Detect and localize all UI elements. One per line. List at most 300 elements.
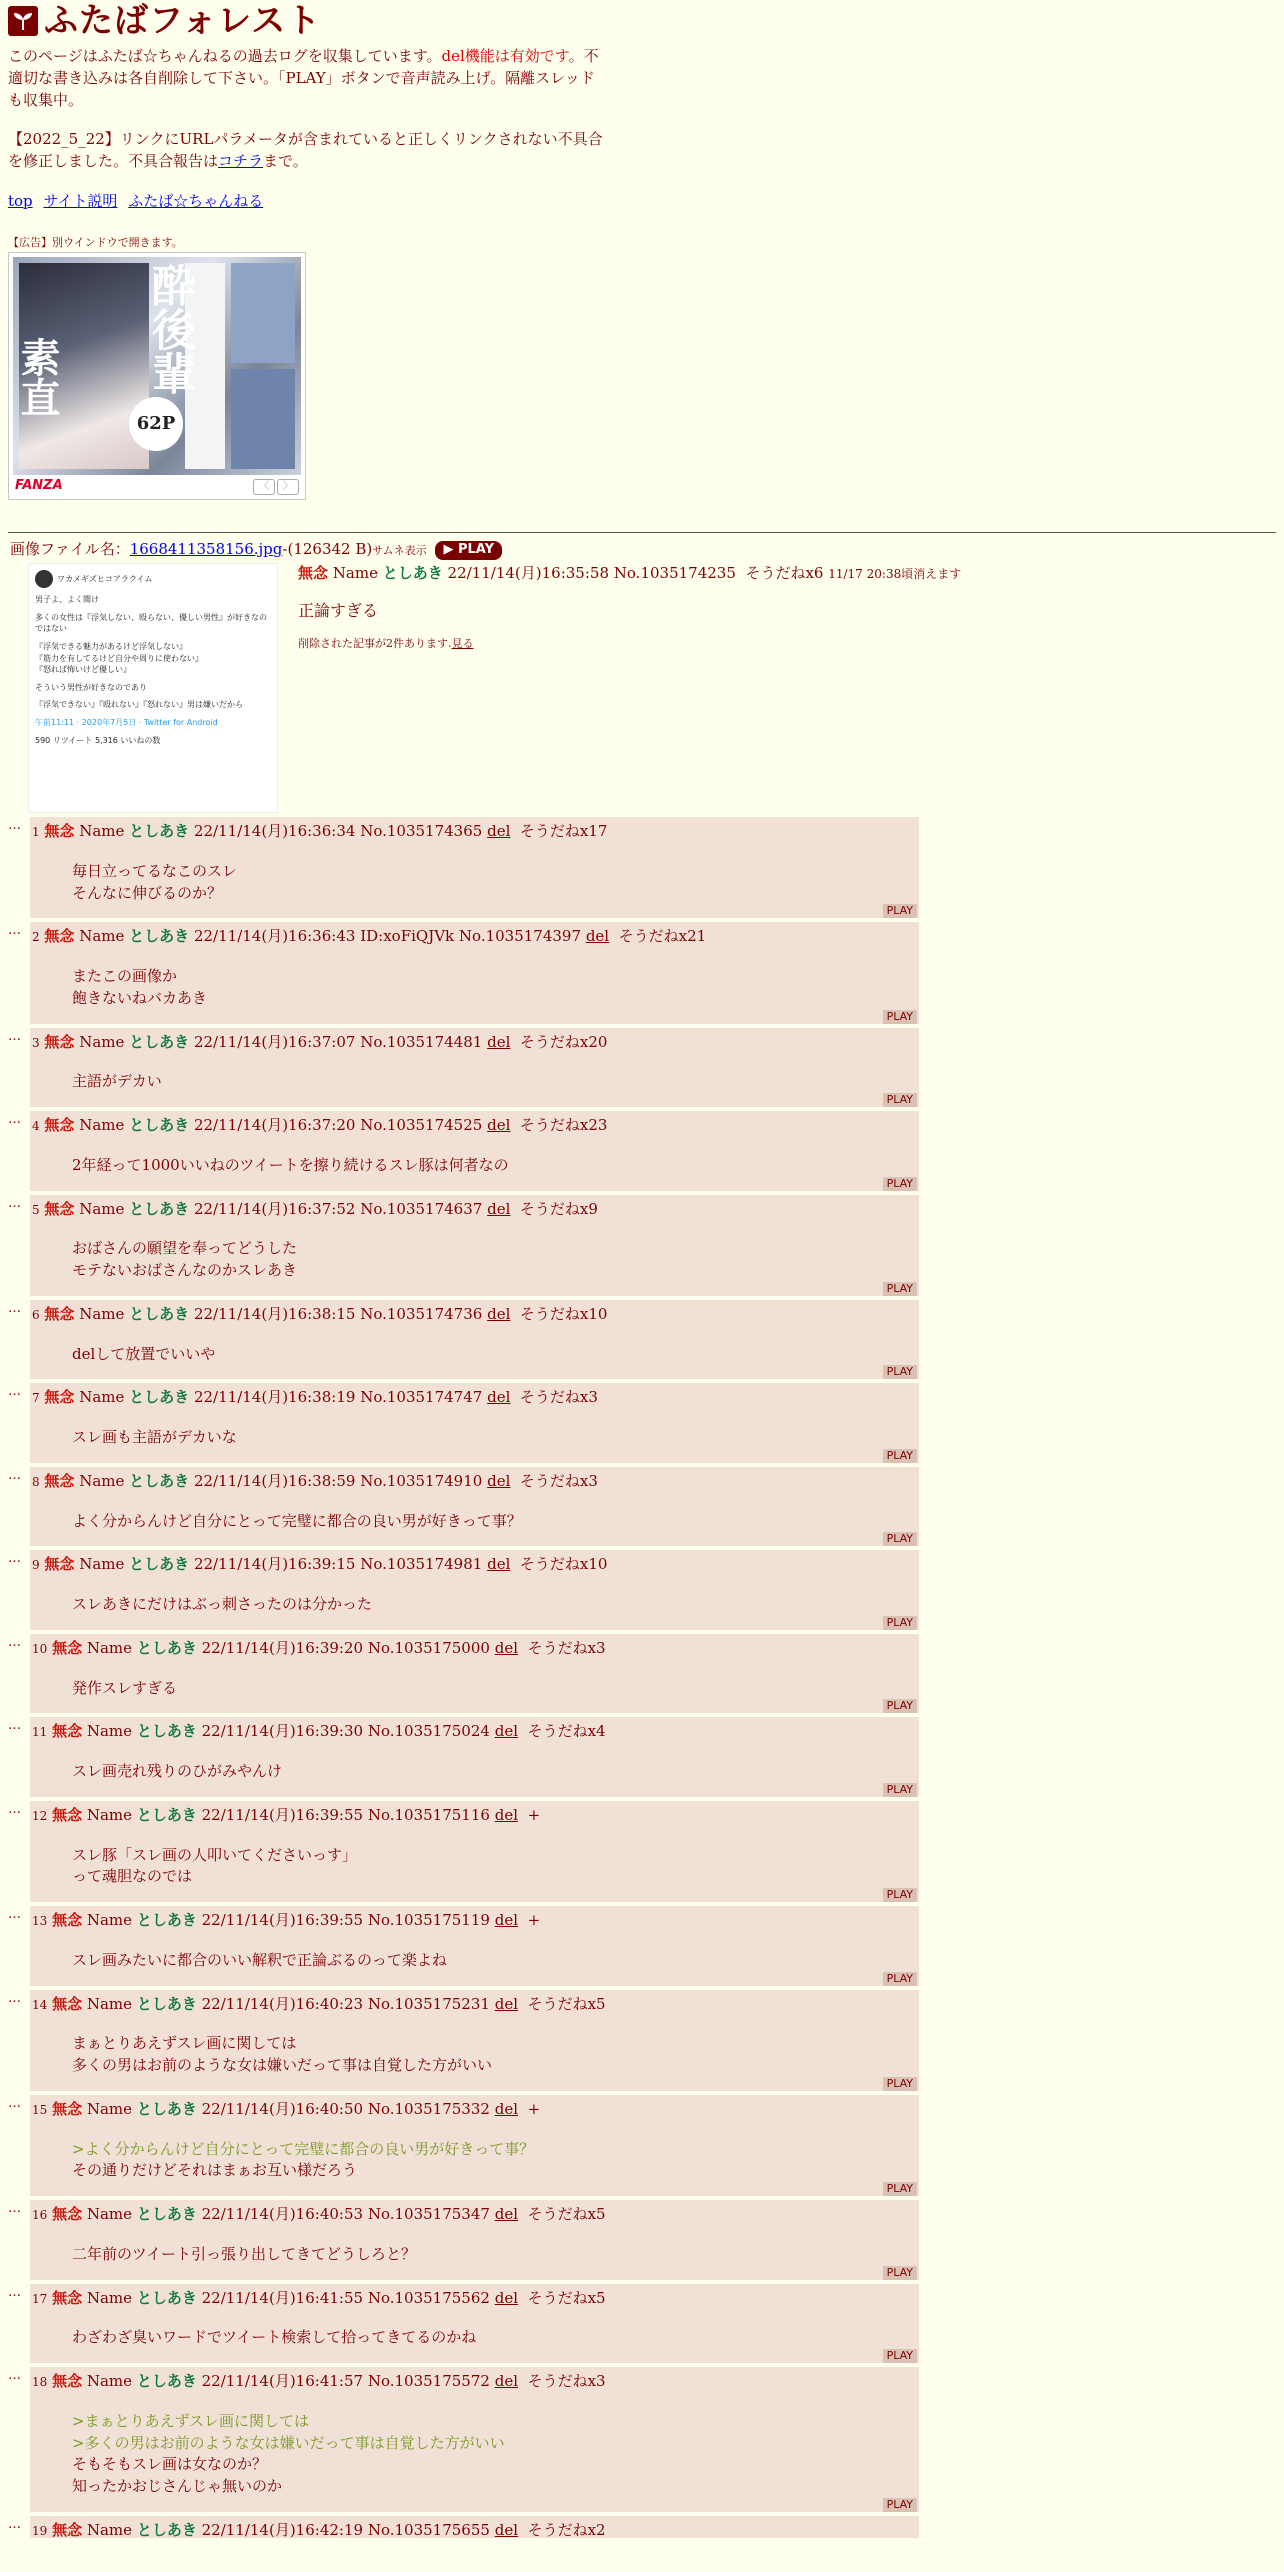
reply-datetime: 22/11/14(月)16:37:07 [193,1032,356,1051]
ad-banner[interactable] [8,252,306,500]
text-line: 知ったかおじさんじゃ無いのか [72,2477,283,2496]
reply-number: 15 [32,2102,48,2117]
reply-text [72,861,917,919]
sodane-button[interactable]: そうだねx10 [519,1304,608,1323]
deleted-note [298,636,961,652]
reply-dots: … [8,1028,21,1044]
reply [8,817,1276,918]
reply-datetime: 22/11/14(月)16:36:43 [193,927,356,946]
reply-datetime: 22/11/14(月)16:39:30 [201,1722,364,1741]
reply-post-no[interactable]: No.1035175231 [367,1994,490,2013]
reply-post-no[interactable]: No.1035175116 [367,1805,490,1824]
sodane-button[interactable]: そうだねx10 [519,1555,608,1574]
reply-dots: … [8,2095,21,2111]
reply-body [30,1717,919,1797]
reply-number: 16 [32,2208,48,2223]
reply-subject: 無念 [44,1304,75,1323]
op-post [8,563,1276,813]
reply-datetime: 22/11/14(月)16:41:57 [201,2372,364,2391]
reply-subject: 無念 [52,1994,83,2013]
play-button[interactable]: PLAY [883,2349,917,2363]
reply [8,1195,1276,1296]
tweet-meta: 午前11:11 · 2020年7月5日 · Twitter for Android [35,717,218,727]
reply-body [30,1906,919,1986]
reply-body [30,922,919,1023]
del-link[interactable]: del [494,1994,519,2013]
reply-name-label: Name [86,1994,133,2013]
reply-subject: 無念 [52,2372,83,2391]
reply-text [72,1071,917,1107]
reply-number: 18 [32,2375,48,2390]
text-line: そんなに伸びるのか？ [72,883,223,902]
reply-name-label: Name [79,1199,125,1218]
reply-header [32,2204,917,2226]
reply-number: 19 [32,2523,48,2538]
reply-post-no[interactable]: No.1035175562 [367,2288,490,2307]
nav-top-link[interactable]: top [8,191,33,210]
sodane-button[interactable]: + [527,1805,541,1824]
reply-post-no[interactable]: No.1035174397 [458,927,582,946]
reply-post-no[interactable]: No.1035174910 [360,1471,483,1490]
reply-name: としあき [129,927,190,946]
tweet-account: ワカメギズヒコアラクイム [57,574,153,584]
file-size: -(126342 B) [282,540,373,559]
reply-dots: … [8,1112,21,1128]
divider [8,532,1276,533]
ad-title-side: 素直 [14,337,61,418]
reply-header [32,926,917,948]
reply-name: としあき [136,2520,197,2539]
reply-name-label: Name [79,1032,125,1051]
tweet-line: そういう男性が好きなのであり [35,682,147,692]
ad-page-badge: 62P [129,397,183,451]
reply-dots: … [8,1634,21,1650]
reply-number: 10 [32,1641,48,1656]
tweet-line: 『浮気できる魅力があるけど浮気しない』 [35,641,187,651]
sodane-button[interactable]: そうだねx2 [527,2520,606,2539]
reply-text [72,1678,917,1714]
site-title: ふたばフォレスト [44,1,322,41]
text-line: 飽きないねバカあき [72,988,208,1007]
quote-line: >まぁとりあえずスレ画に関しては [72,2411,309,2430]
reply-post-no[interactable]: No.1035174365 [360,822,483,841]
reply-subject: 無念 [44,822,75,841]
sodane-button[interactable]: そうだねx20 [519,1032,608,1051]
reply-dots: … [8,2516,21,2532]
play-button[interactable]: PLAY [883,1783,917,1797]
text-line: 2年経って1000いいねのツイートを擦り続けるスレ豚は何者なの [72,1155,509,1174]
tweet-line: 男子よ、よく聞け [35,595,99,605]
tweet-line: 『筋力を有してるけど自分や周りに使わない』 [35,653,203,663]
text-line: 主語がデカい [72,1072,162,1091]
reply-post-no[interactable]: No.1035175332 [367,2099,490,2118]
reply-body [30,2200,919,2280]
reply-text [72,1511,917,1547]
play-button[interactable]: PLAY [883,1365,917,1379]
reply-list [8,817,1276,2538]
reply-post-no[interactable]: No.1035175655 [367,2520,490,2539]
reply-name: としあき [129,1555,190,1574]
reply-name: としあき [136,2099,197,2118]
reply-number: 6 [32,1307,40,1322]
sprout-logo-icon [8,6,38,36]
text-line: スレ画も主語がデカいな [72,1428,237,1447]
reply-text [72,1761,917,1797]
reply-post-no[interactable]: No.1035175024 [367,1722,490,1741]
reply-header [32,2371,917,2393]
reply-header [32,1304,917,1326]
reply [8,1383,1276,1463]
sodane-button[interactable]: + [527,1911,541,1930]
reply-name-label: Name [86,1805,133,1824]
reply-name-label: Name [79,1116,125,1135]
reply-subject: 無念 [52,2288,83,2307]
del-link[interactable]: del [494,1805,519,1824]
reply-dots: … [8,1551,21,1567]
reply [8,1300,1276,1380]
text-line: よく分からんけど自分にとって完璧に都合の良い男が好きって事？ [72,1511,522,1530]
text-line: スレ画みたいに都合のいい解釈で正論ぶるのって楽よね [72,1950,447,1969]
tweet-avatar [35,570,53,588]
play-button[interactable]: PLAY [883,1449,917,1463]
reply-text [72,1594,917,1630]
sodane-button[interactable]: そうだねx3 [527,1638,606,1657]
reply-dots: … [8,1467,21,1483]
reply-body [30,1634,919,1714]
file-label: 画像ファイル名： [10,540,130,559]
ad-next-button[interactable]: 〉 [277,479,299,495]
reply-body [30,1801,919,1902]
reply [8,2516,1276,2538]
play-button[interactable]: PLAY [883,904,917,918]
sodane-button[interactable]: そうだねx17 [519,822,608,841]
play-button[interactable]: PLAY [883,1616,917,1630]
reply-post-no[interactable]: No.1035174981 [360,1555,483,1574]
reply-text [72,2033,917,2091]
reply-number: 2 [32,930,40,945]
reply-datetime: 22/11/14(月)16:38:59 [193,1471,356,1490]
op-thumbnail[interactable] [28,563,278,813]
reply-name: としあき [136,1722,197,1741]
sodane-button[interactable]: そうだねx3 [519,1471,598,1490]
reply-post-no[interactable]: No.1035174736 [360,1304,483,1323]
tweet-line: 『怒れば怖いけど優しい』 [35,665,131,675]
reply-subject: 無念 [44,1199,75,1218]
reply-header [32,1032,917,1054]
deleted-show-link[interactable]: 見る [451,637,474,651]
reply-number: 8 [32,1474,40,1489]
quote-line: >多くの男はお前のような女は嫌いだって事は自覚した方がいい [72,2433,505,2452]
sodane-button[interactable]: そうだねx21 [618,927,707,946]
nav-about-link[interactable]: サイト説明 [43,191,118,210]
play-button[interactable]: PLAY [883,1888,917,1902]
site-notice [8,129,608,173]
reply-name-label: Name [79,1388,125,1407]
reply-header [32,1910,917,1932]
reply-name: としあき [129,1116,190,1135]
reply-text [72,2327,917,2363]
reply-datetime: 22/11/14(月)16:40:50 [201,2099,364,2118]
del-link[interactable]: del [494,1638,519,1657]
sodane-button[interactable]: そうだねx5 [527,2205,606,2224]
reply-datetime: 22/11/14(月)16:41:55 [201,2288,364,2307]
reply [8,2200,1276,2280]
op-play-button[interactable]: ▶ PLAY [435,541,502,560]
reply-dots: … [8,2284,21,2300]
reply-number: 5 [32,1202,40,1217]
reply-text [72,2244,917,2280]
text-line: スレ画売れ残りのひがみやんけ [72,1762,283,1781]
del-link[interactable]: del [494,2205,519,2224]
op-expire: 11/17 20:38頃消えます [828,567,962,582]
reply-dots: … [8,1990,21,2006]
reply-name: としあき [136,2288,197,2307]
reply-datetime: 22/11/14(月)16:36:34 [193,822,356,841]
del-link[interactable]: del [494,1722,519,1741]
del-link[interactable]: del [494,2099,519,2118]
reply-datetime: 22/11/14(月)16:42:19 [201,2520,364,2539]
op-datetime: 22/11/14(月)16:35:58 [447,564,609,583]
reply-datetime: 22/11/14(月)16:39:55 [201,1805,364,1824]
reply-name-label: Name [86,1911,133,1930]
reply-body [30,1300,919,1380]
reply-post-no[interactable]: No.1035174637 [360,1199,483,1218]
reply-post-no[interactable]: No.1035175572 [367,2372,490,2391]
reply-name-label: Name [86,2520,133,2539]
text-line: 発作スレすぎる [72,1678,178,1697]
report-link[interactable]: コチラ [218,152,264,170]
ad-title: 酔後輩 [144,263,195,396]
reply-header [32,2099,917,2121]
reply [8,922,1276,1023]
reply-name: としあき [129,1199,190,1218]
intro-text-post: 。不適切な書き込みは各自削除して下さい。「PLAY」ボタンで音声読み上げ。隔離スレッドも収集中。 [8,47,599,109]
reply-dots: … [8,1718,21,1734]
reply-header [32,1721,917,1743]
site-header [8,1,1276,41]
reply-dots: … [8,2201,21,2217]
del-link[interactable]: del [494,2288,519,2307]
sodane-button[interactable]: そうだねx3 [519,1388,598,1407]
reply-number: 14 [32,1997,48,2012]
play-button[interactable]: PLAY [883,1010,917,1024]
reply-header [32,1387,917,1409]
reply-subject: 無念 [52,1722,83,1741]
reply-name-label: Name [86,1722,133,1741]
del-link[interactable]: del [487,1032,511,1051]
play-button[interactable]: PLAY [883,1972,917,1986]
reply-header [32,821,917,843]
reply-datetime: 22/11/14(月)16:37:52 [193,1199,356,1218]
reply-header [32,1638,917,1660]
op-play-label: PLAY [458,542,495,558]
deleted-note-text: 削除された記事が2件あります. [298,637,452,651]
play-button[interactable]: PLAY [883,1532,917,1546]
reply-number: 12 [32,1808,48,1823]
reply-header [32,1554,917,1576]
reply-subject: 無念 [52,1805,83,1824]
op-body [298,563,961,813]
intro-highlight: del機能は有効です [441,47,569,65]
reply-name-label: Name [79,822,125,841]
reply-name-label: Name [86,2372,133,2391]
tweet-stats: 590 リツイート 5,316 いいねの数 [35,735,161,745]
reply-datetime: 22/11/14(月)16:40:53 [201,2205,364,2224]
nav-futaba-link[interactable]: ふたば☆ちゃんねる [128,191,264,210]
reply-body [30,1195,919,1296]
reply-dots: … [8,923,21,939]
del-link[interactable]: del [487,1304,511,1323]
reply-name-label: Name [79,927,125,946]
reply-body [30,2095,919,2196]
reply-text [72,1845,917,1903]
intro-text: このページはふたば☆ちゃんねるの過去ログを収集しています。 [8,47,442,65]
reply-name: としあき [129,1388,190,1407]
reply-number: 13 [32,1914,48,1929]
reply-number: 1 [32,825,40,840]
reply-post-no[interactable]: No.1035175000 [367,1638,490,1657]
text-line: 毎日立ってるなこのスレ [72,861,238,880]
tweet-line: 『浮気できない』『殴れない』『怒れない』男は嫌いだから [35,700,243,710]
thumb-toggle[interactable]: サムネ表示 [372,544,427,558]
reply-dots: … [8,1801,21,1817]
tweet-line: 多くの女性は『浮気しない、殴らない、優しい男性』が好きなのではない [35,612,267,634]
ad-note: 【広告】別ウインドウで開きます。 [8,235,183,249]
reply-body [30,1990,919,2091]
text-line: またこの画像か [72,967,178,986]
reply-dots: … [8,1300,21,1316]
play-button[interactable]: PLAY [883,1282,917,1296]
text-line: スレ豚「スレ画の人叩いてくださいっす」 [72,1845,358,1864]
reply-body [30,1550,919,1630]
reply-text [72,966,917,1024]
reply [8,1467,1276,1547]
play-button[interactable]: PLAY [883,1177,917,1191]
sodane-button[interactable]: + [527,2099,541,2118]
reply-name: としあき [136,1805,197,1824]
reply-subject: 無念 [44,1032,75,1051]
sodane-button[interactable]: そうだねx5 [527,2288,606,2307]
notice-text: 【2022_5_22】リンクにURLパラメータが含まれていると正しくリンクされない不具合を修正しました。不具合報告は [8,130,603,170]
reply-name: としあき [129,1304,190,1323]
reply-dots: … [8,1384,21,1400]
reply-subject: 無念 [44,927,75,946]
reply-body [30,2516,919,2538]
del-link[interactable]: del [494,2372,519,2391]
text-line: わざわざ臭いワードでツイート検索して拾ってきてるのかね [72,2328,477,2347]
op-file-info [10,539,1276,561]
text-line: その通りだけどそれはまぁお互い様だろう [72,2161,358,2180]
del-link[interactable]: del [487,1116,511,1135]
play-button[interactable]: PLAY [883,2182,917,2196]
op-number[interactable]: No.1035174235 [613,564,736,583]
del-link[interactable]: del [487,1388,511,1407]
reply-id: ID:xoFiQJVk [360,927,455,946]
reply-header [32,2288,917,2310]
reply-subject: 無念 [52,2099,83,2118]
reply-name-label: Name [86,2099,133,2118]
sodane-button[interactable]: そうだねx23 [519,1116,608,1135]
text-line: モテないおばさんなのかスレあき [72,1261,298,1280]
reply-post-no[interactable]: No.1035175119 [367,1911,490,1930]
file-link[interactable]: 1668411358156.jpg [129,540,283,559]
sodane-button[interactable]: そうだねx9 [519,1199,598,1218]
reply-dots: … [8,1195,21,1211]
text-line: 多くの男はお前のような女は嫌いだって事は自覚した方がいい [72,2056,493,2075]
del-link[interactable]: del [487,822,511,841]
reply-body [30,2367,919,2512]
text-line: おばさんの願望を奉ってどうした [72,1239,298,1258]
reply-name-label: Name [86,2288,133,2307]
play-button[interactable]: PLAY [883,1093,917,1107]
del-link[interactable]: del [494,1911,519,1930]
reply [8,1717,1276,1797]
reply-post-no[interactable]: No.1035174481 [360,1032,483,1051]
reply-subject: 無念 [52,1638,83,1657]
reply-post-no[interactable]: No.1035175347 [367,2205,490,2224]
op-name: としあき [382,564,443,583]
reply-name-label: Name [86,2205,133,2224]
reply-name-label: Name [79,1304,125,1323]
reply-text [72,1344,917,1380]
reply-text [72,1155,917,1191]
reply-post-no[interactable]: No.1035174747 [360,1388,483,1407]
reply-header [32,2520,917,2542]
play-button[interactable]: PLAY [883,2498,917,2512]
text-line: delして放置でいいや [72,1344,216,1363]
reply-name-label: Name [79,1471,125,1490]
reply-datetime: 22/11/14(月)16:37:20 [193,1116,356,1135]
reply [8,1990,1276,2091]
reply-text [72,2139,917,2197]
reply-name: としあき [136,1638,197,1657]
reply-text [72,1238,917,1296]
reply-header [32,1471,917,1493]
del-link[interactable]: del [494,2520,519,2539]
text-line: そもそもスレ画は女なのか？ [72,2455,268,2474]
ad-image[interactable] [13,257,301,475]
reply-body [30,1467,919,1547]
reply [8,1028,1276,1108]
del-link[interactable]: del [487,1199,511,1218]
reply-datetime: 22/11/14(月)16:39:20 [201,1638,364,1657]
reply-post-no[interactable]: No.1035174525 [360,1116,483,1135]
reply-datetime: 22/11/14(月)16:38:19 [193,1388,356,1407]
reply-subject: 無念 [44,1555,75,1574]
op-name-label: Name [332,564,378,583]
del-link[interactable]: del [487,1555,511,1574]
reply-datetime: 22/11/14(月)16:39:15 [193,1555,356,1574]
text-line: まぁとりあえずスレ画に関しては [72,2034,297,2053]
reply-header [32,1805,917,1827]
op-sodane[interactable]: そうだねx6 [745,564,824,583]
reply-name: としあき [136,2205,197,2224]
ad-prev-button[interactable]: 〈 [253,479,275,495]
text-line: 二年前のツイート引っ張り出してきてどうしろと？ [72,2244,416,2263]
play-button[interactable]: PLAY [883,1699,917,1713]
del-link[interactable]: del [585,927,610,946]
sodane-button[interactable]: そうだねx5 [527,1994,606,2013]
sodane-button[interactable]: そうだねx4 [527,1722,606,1741]
reply-dots: … [8,2368,21,2384]
reply-body [30,817,919,918]
del-link[interactable]: del [487,1471,511,1490]
reply [8,1801,1276,1902]
reply [8,1550,1276,1630]
sodane-button[interactable]: そうだねx3 [527,2372,606,2391]
play-button[interactable]: PLAY [883,2077,917,2091]
play-button[interactable]: PLAY [883,2266,917,2280]
